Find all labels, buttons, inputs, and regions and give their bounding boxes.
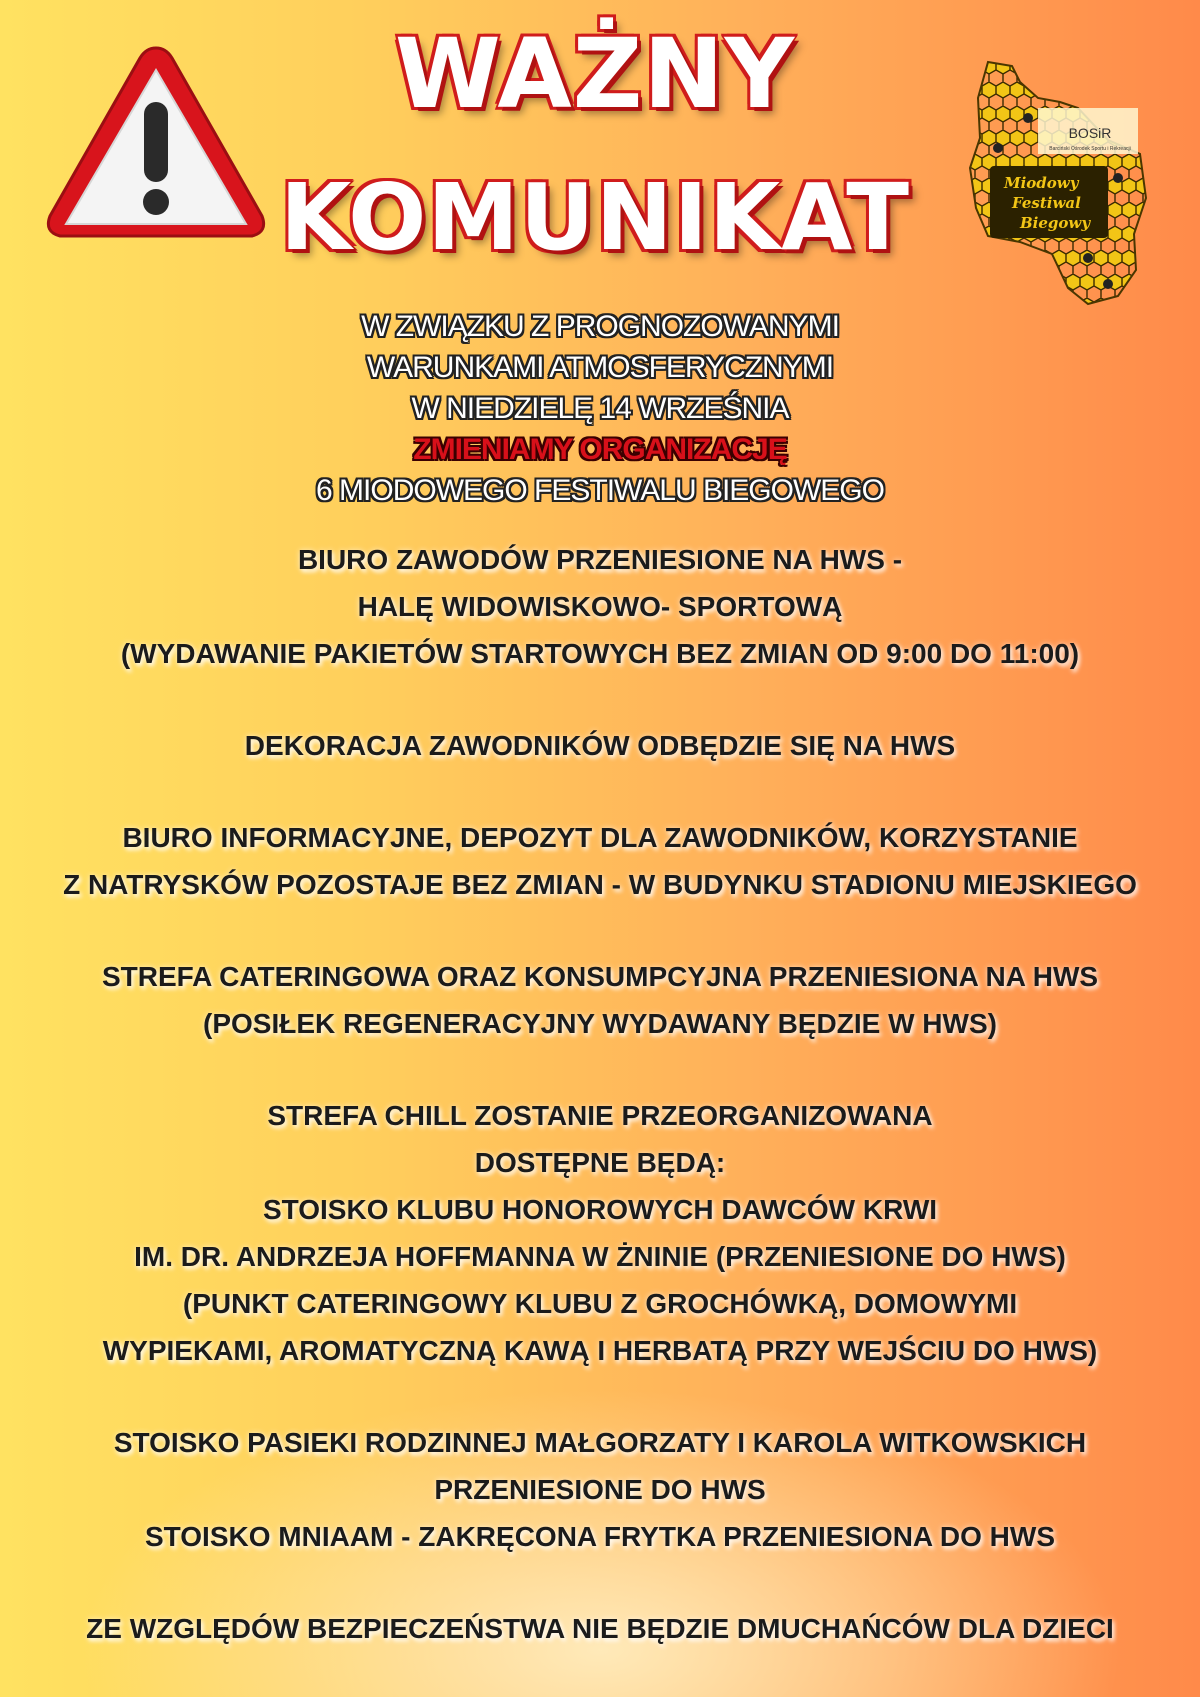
- logo-org-subtitle: Barciński Ośrodek Sportu i Rekreacji: [1049, 146, 1131, 152]
- section-3-line: BIURO INFORMACYJNE, DEPOZYT DLA ZAWODNIKÓW, KORZYSTANIE: [122, 822, 1078, 853]
- section-gap: [0, 769, 1200, 814]
- section-4-line: (POSIŁEK REGENERACYJNY WYDAWANY BĘDZIE W HWS): [203, 1008, 997, 1039]
- section-7-line: ZE WZGLĘDÓW BEZPIECZEŃSTWA NIE BĘDZIE DMUCHAŃCÓW DLA DZIECI: [86, 1613, 1114, 1644]
- section-5-line: STOISKO KLUBU HONOROWYCH DAWCÓW KRWI: [262, 1194, 938, 1225]
- intro-block: [200, 306, 1000, 511]
- festival-logo: [968, 58, 1158, 308]
- section-4-line: STREFA CATERINGOWA ORAZ KONSUMPCYJNA PRZENIESIONA NA HWS: [101, 961, 1099, 992]
- section-2-line: DEKORACJA ZAWODNIKÓW ODBĘDZIE SIĘ NA HWS: [244, 730, 956, 761]
- announcement-body: [0, 536, 1200, 1652]
- section-6-line: STOISKO PASIEKI RODZINNEJ MAŁGORZATY I KAROLA WITKOWSKICH: [113, 1427, 1087, 1458]
- section-6-line: PRZENIESIONE DO HWS: [434, 1474, 766, 1505]
- section-gap: [0, 677, 1200, 722]
- section-5-line: STREFA CHILL ZOSTANIE PRZEORGANIZOWANA: [267, 1100, 933, 1131]
- section-3-line: Z NATRYSKÓW POZOSTAJE BEZ ZMIAN - W BUDYNKU STADIONU MIEJSKIEGO: [63, 869, 1137, 900]
- section-1-line: (WYDAWANIE PAKIETÓW STARTOWYCH BEZ ZMIAN OD 9:00 DO 11:00): [120, 638, 1080, 669]
- section-5-line: IM. DR. ANDRZEJA HOFFMANNA W ŻNINIE (PRZENIESIONE DO HWS): [134, 1241, 1066, 1272]
- section-gap: [0, 1047, 1200, 1092]
- logo-event-line-2: Festiwal: [1012, 194, 1081, 212]
- section-6-line: STOISKO MNIAAM - ZAKRĘCONA FRYTKA PRZENIESIONA DO HWS: [145, 1521, 1055, 1552]
- section-gap: [0, 1560, 1200, 1605]
- section-1-line: HALĘ WIDOWISKOWO- SPORTOWĄ: [357, 591, 843, 622]
- intro-line: W ZWIĄZKU Z PROGNOZOWANYMI: [361, 310, 839, 343]
- warning-sign-icon: [42, 40, 270, 246]
- section-5-line: DOSTĘPNE BĘDĄ:: [474, 1147, 726, 1178]
- title-line-2: KOMUNIKAT: [280, 164, 910, 271]
- intro-line: 6 MIODOWEGO FESTIWALU BIEGOWEGO: [316, 474, 884, 507]
- section-gap: [0, 1374, 1200, 1419]
- logo-event-line-3: Biegowy: [1020, 214, 1091, 232]
- intro-line: W NIEDZIELĘ 14 WRZEŚNIA: [411, 392, 789, 425]
- intro-highlight-line: ZMIENIAMY ORGANIZACJĘ: [413, 433, 787, 466]
- section-gap: [0, 908, 1200, 953]
- logo-event-line-1: Miodowy: [1004, 174, 1079, 192]
- intro-line: WARUNKAMI ATMOSFERYCZNYMI: [366, 351, 834, 384]
- logo-org-name: BOSiR: [1068, 125, 1112, 141]
- section-5-line: (PUNKT CATERINGOWY KLUBU Z GROCHÓWKĄ, DOMOWYMI: [182, 1288, 1018, 1319]
- title-line-1: WAŻNY: [394, 18, 796, 130]
- section-1-line: BIURO ZAWODÓW PRZENIESIONE NA HWS -: [297, 544, 903, 575]
- section-5-line: WYPIEKAMI, AROMATYCZNĄ KAWĄ I HERBATĄ PRZY WEJŚCIU DO HWS): [102, 1335, 1098, 1366]
